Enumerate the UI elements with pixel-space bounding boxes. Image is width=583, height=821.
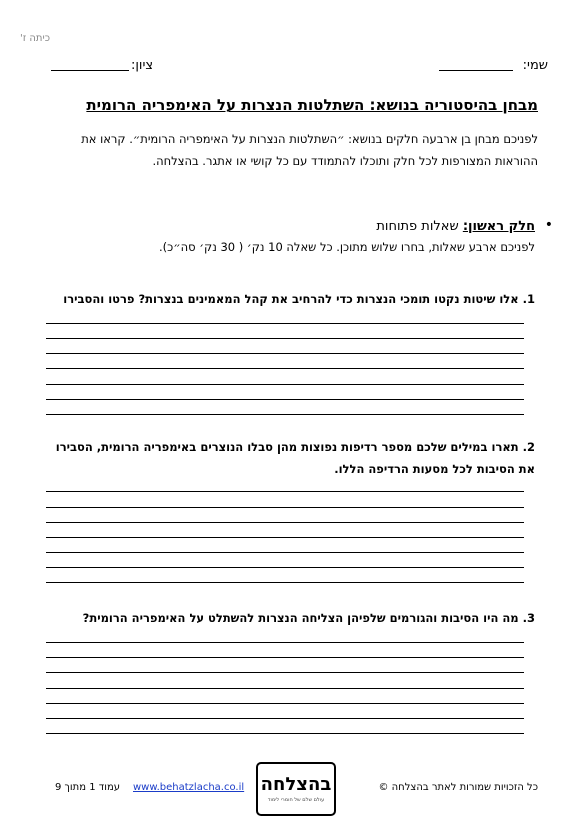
page-number: עמוד 1 מתוך 9 [55,782,120,793]
answer-line [46,384,524,385]
grade-score-label: ציון: [131,58,154,73]
logo-text: בהצלחה [260,774,332,795]
exam-intro: לפניכם מבחן בן ארבעה חלקים בנושא: ״השתלטות הנצרות על האימפריה הרומית״. קראו את ההוראות המצורפות לכל חלק ותוכלו להתמודד עם כל קושי או אתגר. בהצלחה. [81,132,538,168]
answer-line [46,642,524,643]
answer-line [46,338,524,339]
grade-label: כיתה ז' [20,33,51,44]
answer-line [46,399,524,400]
answer-line [46,688,524,689]
section-instructions: לפניכם ארבע שאלות, בחרו שלוש מתוכן. כל שאלה 10 נק׳ ( 30 נק׳ סה״כ). [159,240,535,254]
name-label: שמי: [522,58,548,73]
behatzlacha-logo [256,762,336,816]
copyright-text: כל הזכויות שמורות לאתר בהצלחה © [378,782,538,793]
answer-line [46,552,524,553]
answer-line [46,672,524,673]
section-title-label: חלק ראשון: [462,219,535,234]
answer-line [46,582,524,583]
answer-line [46,491,524,492]
answer-line [46,567,524,568]
section-title [376,219,535,234]
name-fill-line [439,58,513,71]
answer-line [46,368,524,369]
answer-line [46,507,524,508]
section-bullet: • [544,217,553,233]
logo-subtext: עולם שלם של חומרי לימוד [267,797,325,803]
question-3: 3. מה היו הסיבות והגורמים שלפיהן הצליחה הנצרות להשתלט על האימפריה הרומית? [82,611,535,625]
answer-line [46,718,524,719]
answer-line [46,522,524,523]
question-1: 1. אלו שיטות נקטו תומכי הנצרות כדי להרחיב את קהל המאמינים בנצרות? פרטו והסבירו [63,292,535,306]
grade-fill-line [51,58,129,71]
section-title-rest: שאלות פתוחות [376,219,463,234]
question-2: 2. תארו במילים שלכם מספר רדיפות נפוצות מהן סבלו הנוצרים באימפריה הרומית, הסבירו את הסיבות לכל מסעות הרדיפה הללו. [55,440,535,476]
answer-line [46,733,524,734]
answer-line [46,537,524,538]
answer-line [46,703,524,704]
answer-line [46,657,524,658]
website-link[interactable]: www.behatzlacha.co.il [133,782,245,793]
exam-title: מבחן בהיסטוריה בנושא: השתלטות הנצרות על האימפריה הרומית [86,96,538,114]
answer-line [46,414,524,415]
answer-line [46,353,524,354]
answer-line [46,323,524,324]
